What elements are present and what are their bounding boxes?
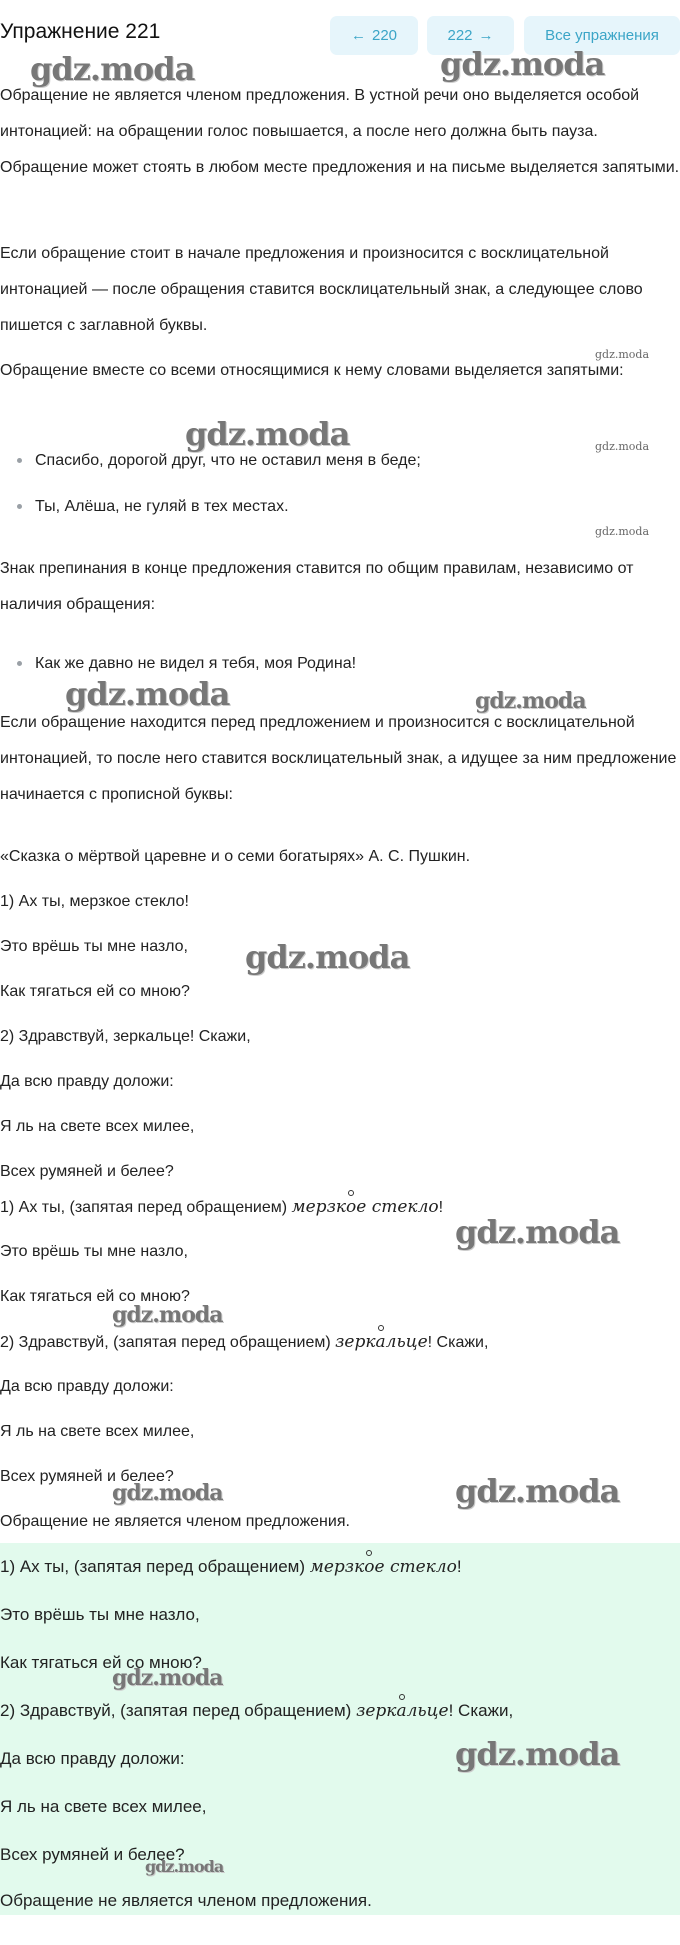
watermark: gdz.moda bbox=[595, 348, 650, 361]
highlighted-answer-block bbox=[0, 1543, 680, 1915]
theory-paragraph: Знак препинания в конце предложения ставится по общим правилам, независимо от наличия обращения: bbox=[0, 560, 634, 613]
list-bullet bbox=[17, 504, 22, 509]
poem-line: Это врёшь ты мне назло, bbox=[0, 938, 188, 955]
poem-line: 1) Ах ты, мерзкое стекло! bbox=[0, 893, 189, 910]
poem-source: «Сказка о мёртвой царевне и о семи богатырях» А. С. Пушкин. bbox=[0, 848, 471, 865]
prev-exercise-label: 220 bbox=[371, 27, 398, 44]
poem-line: Как тягаться ей со мною? bbox=[0, 983, 190, 1000]
answer-line: 2) Здравствуй, (запятая перед обращением) зеркальце! Скажи, bbox=[0, 1332, 489, 1352]
list-bullet bbox=[17, 458, 22, 463]
answer-line: Да всю правду доложи: bbox=[0, 1378, 174, 1395]
answer-line: Всех румяней и белее? bbox=[0, 1845, 185, 1864]
next-exercise-label: 222 bbox=[447, 27, 473, 44]
list-item: Как же давно не видел я тебя, моя Родина! bbox=[35, 655, 357, 672]
answer-line: Всех румяней и белее? bbox=[0, 1468, 174, 1485]
answer-line: Как тягаться ей со мною? bbox=[0, 1288, 190, 1305]
poem-line: Всех румяней и белее? bbox=[0, 1163, 174, 1180]
theory-paragraph: Если обращение находится перед предложением и произносится с восклицательной интонацией, то после него ставится восклицательный знак, а идущее за ним предложение начинается с прописной буквы: bbox=[0, 714, 677, 803]
poem-line: Да всю правду доложи: bbox=[0, 1073, 174, 1090]
theory-paragraph: Если обращение стоит в начале предложения и произносится с восклицательной интонацией — после обращения ставится восклицательный знак, а следующее слово пишется с заглавной буквы. bbox=[0, 245, 643, 334]
page-title: Упражнение 221 bbox=[0, 20, 161, 43]
answer-line: Я ль на свете всех милее, bbox=[0, 1797, 207, 1816]
watermark: gdz.moda bbox=[65, 675, 230, 713]
list-item: Ты, Алёша, не гуляй в тех местах. bbox=[35, 498, 289, 515]
answer-line: 1) Ах ты, (запятая перед обращением) мерзкое стекло! bbox=[0, 1557, 462, 1577]
watermark: gdz.moda bbox=[455, 1735, 620, 1773]
list-item: Спасибо, дорогой друг, что не оставил меня в беде; bbox=[35, 452, 421, 469]
answer-line: 2) Здравствуй, (запятая перед обращением) зеркальце! Скажи, bbox=[0, 1701, 514, 1721]
watermark: gdz.moda bbox=[112, 1480, 223, 1506]
watermark: gdz.moda bbox=[455, 1472, 620, 1510]
watermark: gdz.moda bbox=[245, 938, 410, 976]
answer-line: Это врёшь ты мне назло, bbox=[0, 1605, 200, 1624]
answer-line: Да всю правду доложи: bbox=[0, 1749, 185, 1768]
answer-line: Обращение не является членом предложения. bbox=[0, 1891, 372, 1910]
watermark: gdz.moda bbox=[145, 1857, 224, 1876]
watermark: gdz.moda bbox=[112, 1665, 223, 1691]
list-bullet bbox=[17, 661, 22, 666]
arrow-right-icon: → bbox=[478, 27, 494, 44]
arrow-left-icon: ← bbox=[350, 27, 366, 44]
watermark: gdz.moda bbox=[595, 440, 650, 453]
watermark: gdz.moda bbox=[440, 45, 605, 83]
poem-line: Я ль на свете всех милее, bbox=[0, 1118, 195, 1135]
answer-line: Как тягаться ей со мною? bbox=[0, 1653, 202, 1672]
theory-paragraph: Обращение вместе со всеми относящимися к нему словами выделяется запятыми: bbox=[0, 362, 624, 379]
watermark: gdz.moda bbox=[185, 415, 350, 453]
answer-line: Я ль на свете всех милее, bbox=[0, 1423, 195, 1440]
watermark: gdz.moda bbox=[455, 1213, 620, 1251]
poem-line: 2) Здравствуй, зеркальце! Скажи, bbox=[0, 1028, 251, 1045]
answer-line: Обращение не является членом предложения. bbox=[0, 1513, 350, 1530]
prev-exercise-button[interactable] bbox=[330, 16, 418, 55]
watermark: gdz.moda bbox=[112, 1302, 223, 1328]
watermark: gdz.moda bbox=[595, 525, 650, 538]
watermark: gdz.moda bbox=[30, 50, 195, 88]
answer-line: 1) Ах ты, (запятая перед обращением) мерзкое стекло! bbox=[0, 1197, 444, 1217]
all-exercises-button[interactable]: Все упражнения bbox=[524, 16, 680, 55]
answer-line: Это врёшь ты мне назло, bbox=[0, 1243, 188, 1260]
theory-paragraph: Обращение не является членом предложения. В устной речи оно выделяется особой интонацией: на обращении голос повышается, а после него должна быть пауза. Обращение может стоять в любом месте предложения и на письме выделяется запятыми. bbox=[0, 87, 680, 176]
watermark: gdz.moda bbox=[475, 688, 586, 714]
